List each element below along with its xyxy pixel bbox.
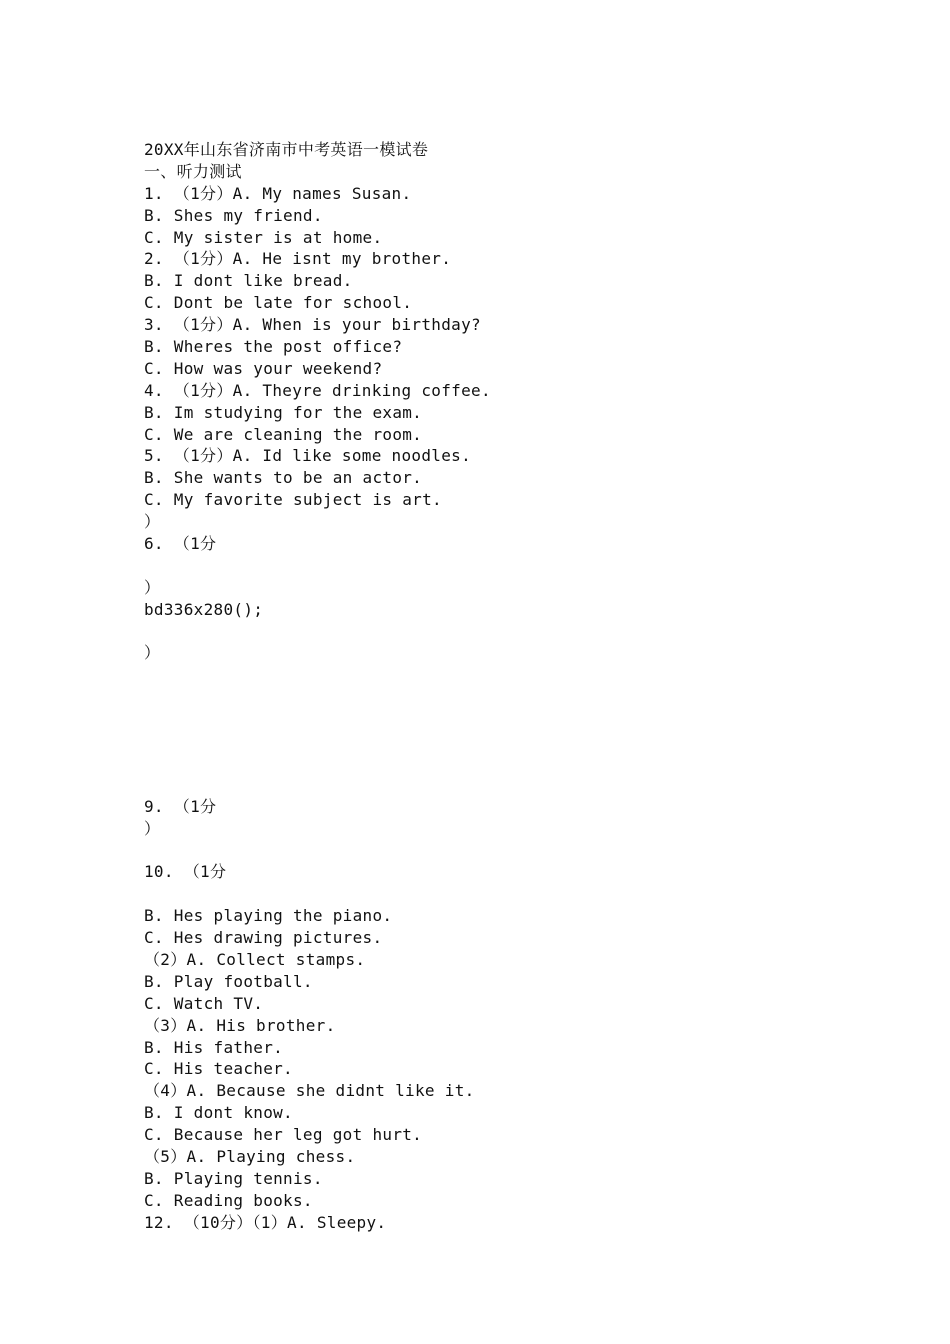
text-line: 3. （1分）A. When is your birthday? <box>144 315 481 335</box>
text-line: （2）A. Collect stamps. <box>144 949 366 969</box>
text-line <box>144 840 844 862</box>
text-line <box>144 664 844 686</box>
text-line: B. Play football. <box>144 971 313 991</box>
text-line: B. She wants to be an actor. <box>144 468 423 488</box>
text-line: C. Because her leg got hurt. <box>144 1125 423 1145</box>
text-line <box>144 708 844 730</box>
text-line: bd336x280(); <box>144 599 264 619</box>
text-line: 1. （1分）A. My names Susan. <box>144 183 412 203</box>
text-line: B. Im studying for the exam. <box>144 402 423 422</box>
text-line: 4. （1分）A. Theyre drinking coffee. <box>144 380 491 400</box>
text-line: C. Reading books. <box>144 1190 313 1210</box>
text-line <box>144 555 844 577</box>
document-body <box>144 139 844 1234</box>
text-line: B. Wheres the post office? <box>144 337 403 357</box>
question-lines <box>144 183 844 1234</box>
text-line: 6. （1分 <box>144 534 217 554</box>
text-line <box>144 621 844 643</box>
text-line: B. I dont know. <box>144 1103 293 1123</box>
text-line <box>144 730 844 752</box>
text-line: B. Hes playing the piano. <box>144 906 393 926</box>
text-line: C. His teacher. <box>144 1059 293 1079</box>
text-line: ） <box>144 577 161 597</box>
text-line: C. Hes drawing pictures. <box>144 928 383 948</box>
text-line: C. How was your weekend? <box>144 358 383 378</box>
text-line <box>144 774 844 796</box>
text-line: B. His father. <box>144 1037 284 1057</box>
text-line: B. I dont like bread. <box>144 271 353 291</box>
text-line <box>144 883 844 905</box>
text-line: ） <box>144 512 161 532</box>
text-line: （5）A. Playing chess. <box>144 1146 356 1166</box>
text-line: 9. （1分 <box>144 796 217 816</box>
text-line: ） <box>144 643 161 663</box>
text-line: （4）A. Because she didnt like it. <box>144 1081 475 1101</box>
text-line: C. My sister is at home. <box>144 227 383 247</box>
text-line: 5. （1分）A. Id like some noodles. <box>144 446 472 466</box>
section-heading: 一、听力测试 <box>144 161 242 181</box>
text-line: （3）A. His brother. <box>144 1015 336 1035</box>
text-line: 2. （1分）A. He isnt my brother. <box>144 249 452 269</box>
text-line: C. We are cleaning the room. <box>144 424 423 444</box>
text-line: B. Playing tennis. <box>144 1168 323 1188</box>
text-line: B. Shes my friend. <box>144 205 323 225</box>
text-line: C. Dont be late for school. <box>144 293 413 313</box>
text-line: 12. （10分）（1）A. Sleepy. <box>144 1212 387 1232</box>
text-line: ） <box>144 818 161 838</box>
text-line: C. Watch TV. <box>144 993 264 1013</box>
text-line <box>144 752 844 774</box>
text-line: C. My favorite subject is art. <box>144 490 442 510</box>
text-line <box>144 686 844 708</box>
text-line: 10. （1分 <box>144 862 227 882</box>
document-title: 20XX年山东省济南市中考英语一模试卷 <box>144 140 429 159</box>
